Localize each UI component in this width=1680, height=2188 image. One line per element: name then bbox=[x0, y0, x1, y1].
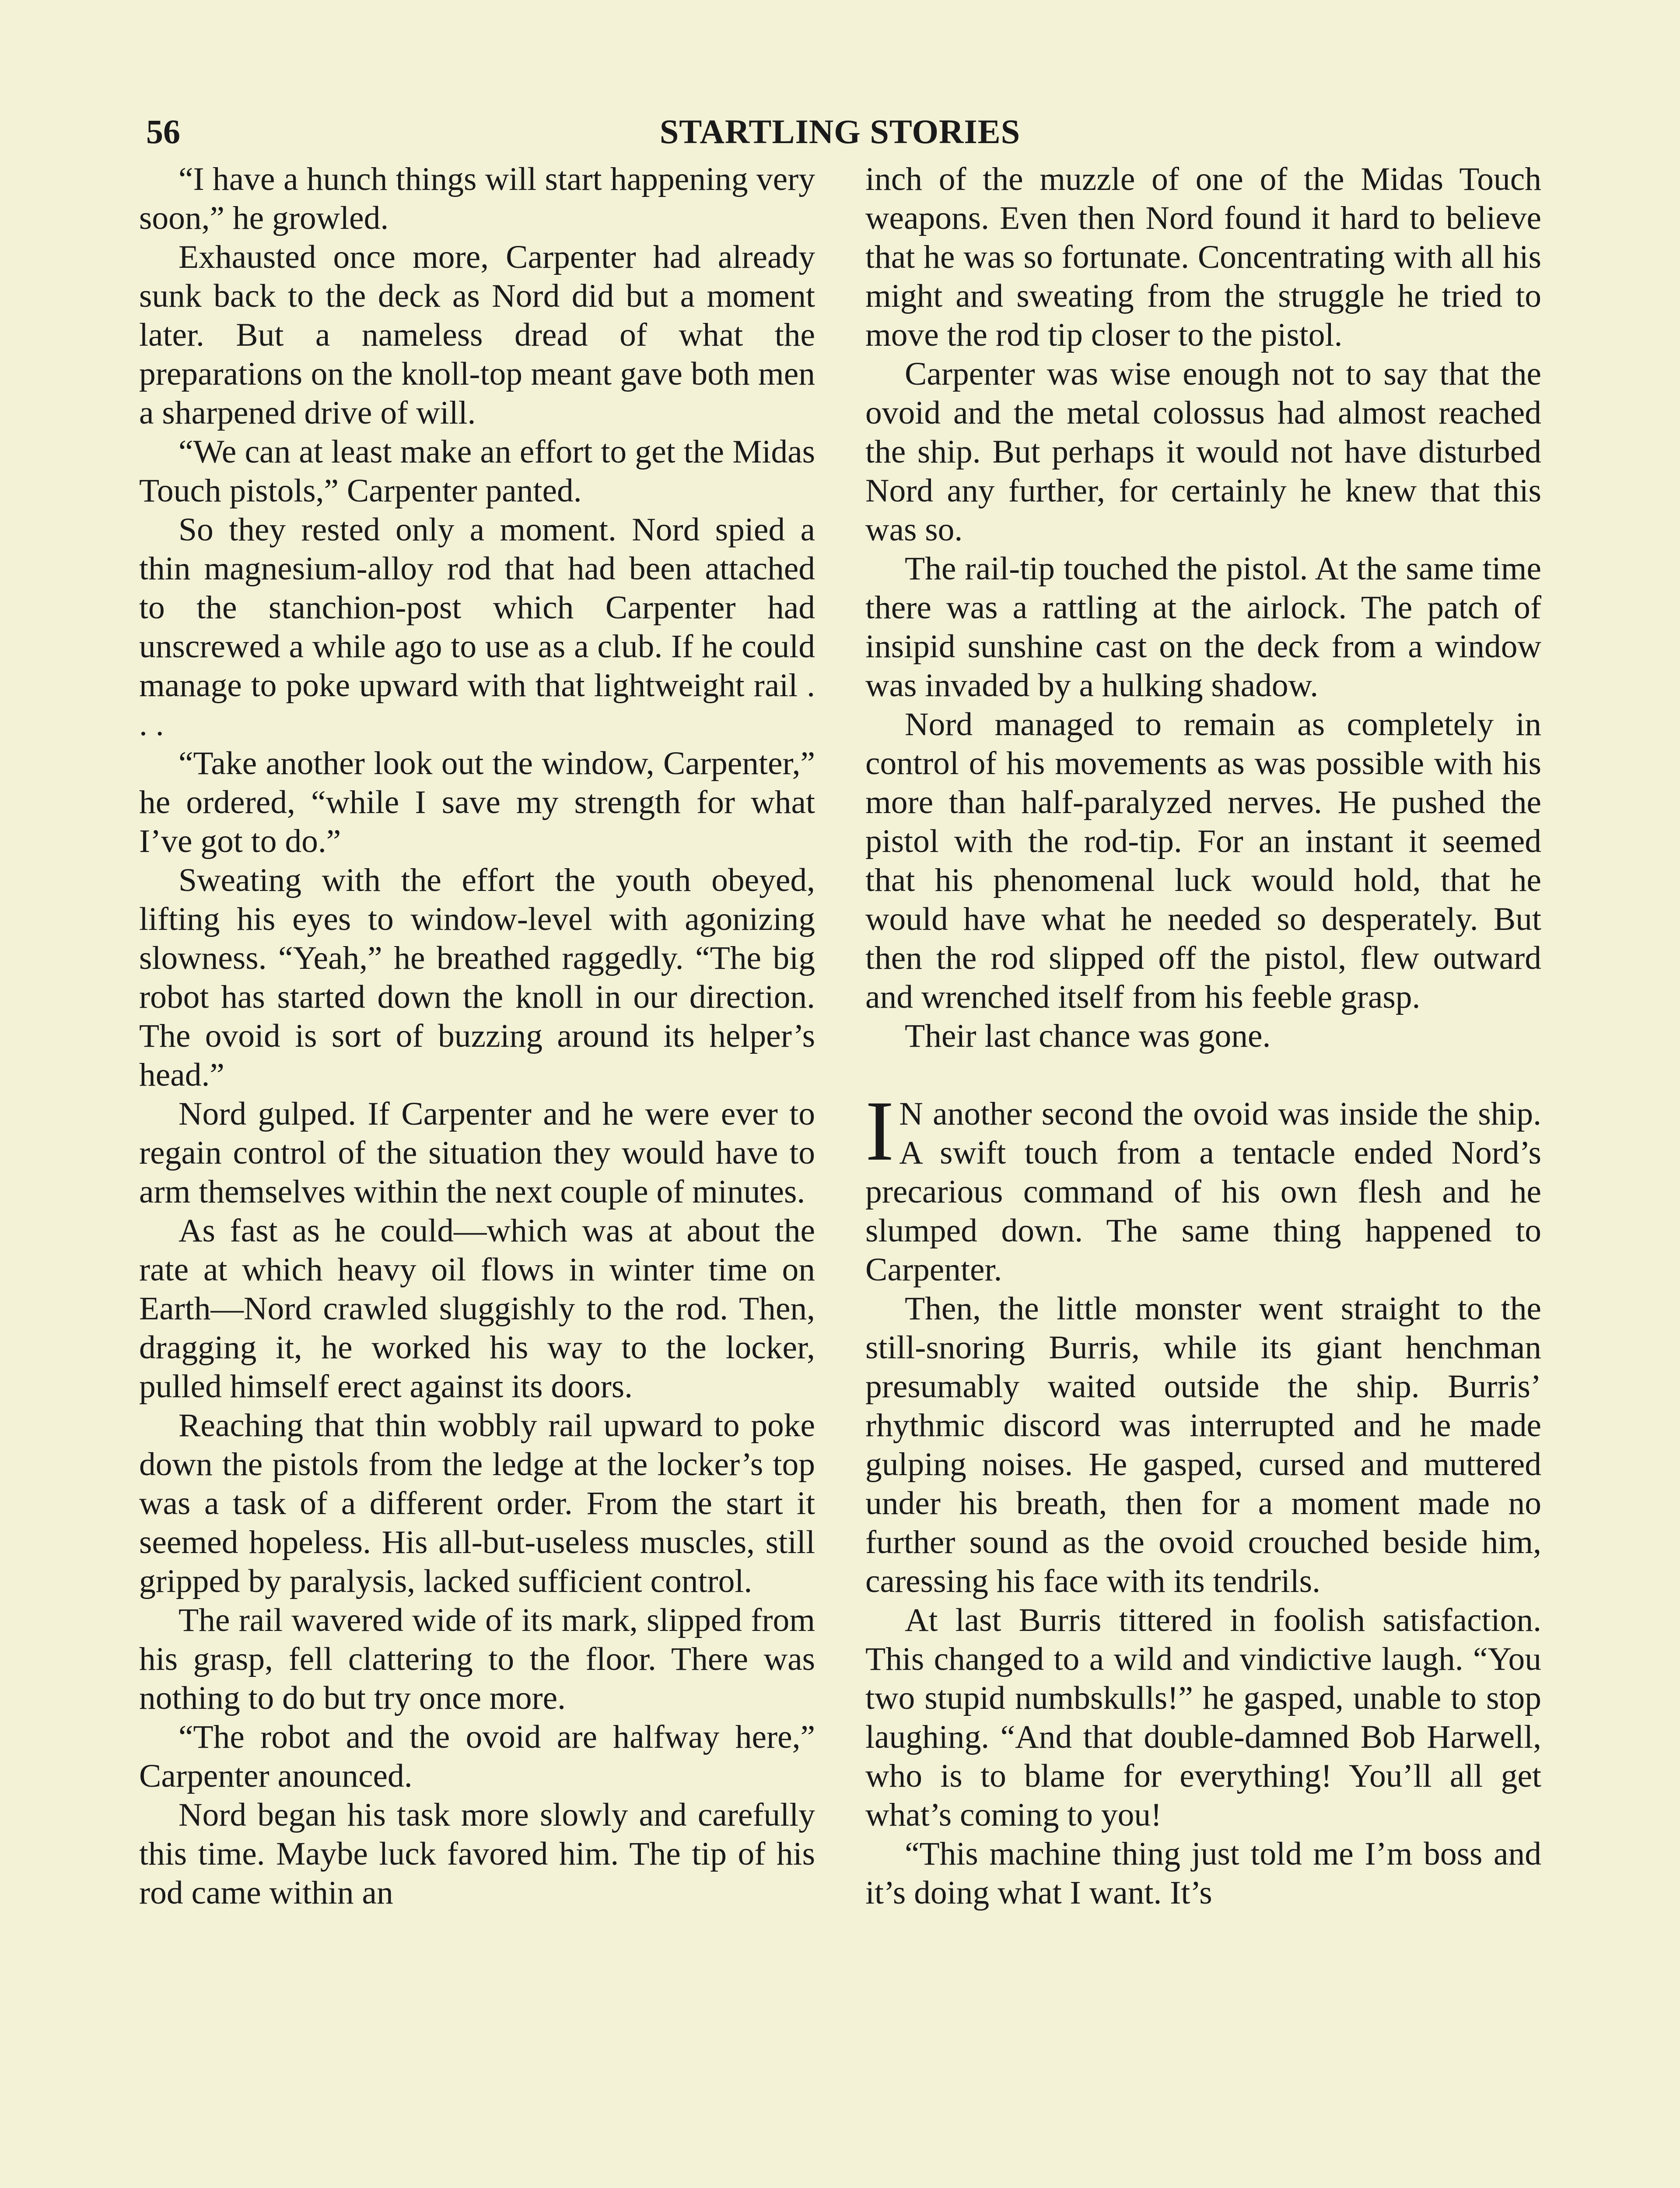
paragraph: At last Burris tittered in foolish satisfaction. This changed to a wild and vindictive laugh. “You two stupid numbskulls!” he gasped, unable to stop laughing. “And that double-damned Bob Harwell, who is to blame for everything! You’ll all get what’s coming to you! bbox=[865, 1602, 1541, 1833]
paragraph: The rail wavered wide of its mark, slipped from his grasp, fell clattering to the floor. There was nothing to do but try once more. bbox=[139, 1602, 815, 1716]
dropcap-paragraph-text: N another second the ovoid was inside the ship. A swift touch from a tentacle ended Nord’s precarious command of his own flesh and he slumped down. The same thing happened to Carpenter. bbox=[865, 1096, 1541, 1288]
paragraph: As fast as he could—which was at about the rate at which heavy oil flows in winter time on Earth—Nord crawled sluggishly to the rod. Then, dragging it, he worked his way to the locker, pulled himself erect against its doors. bbox=[139, 1213, 815, 1405]
paragraph: “The robot and the ovoid are halfway here,” Carpenter anounced. bbox=[139, 1719, 815, 1794]
paragraph: “This machine thing just told me I’m boss and it’s doing what I want. It’s bbox=[865, 1836, 1541, 1911]
section-break bbox=[865, 1055, 1541, 1094]
paragraph: So they rested only a moment. Nord spied a thin magnesium-alloy rod that had been attached to the stanchion-post which Carpenter had unscrewed a while ago to use as a club. If he could manage to poke upward with that lightweight rail . . . bbox=[139, 512, 815, 743]
paragraph: Nord managed to remain as completely in control of his movements as was possible with his more than half-paralyzed nerves. He pushed the pistol with the rod-tip. For an instant it seemed that his phenomenal luck would hold, that he would have what he needed so desperately. But then the rod slipped off the pistol, flew outward and wrenched itself from his feeble grasp. bbox=[865, 706, 1541, 1015]
page-number: 56 bbox=[146, 112, 180, 151]
paragraph: “I have a hunch things will start happening very soon,” he growled. bbox=[139, 161, 815, 236]
dropcap-paragraph bbox=[865, 1083, 1541, 1289]
paragraph: “Take another look out the window, Carpenter,” he ordered, “while I save my strength for what I’ve got to do.” bbox=[139, 745, 815, 859]
paragraph: Nord began his task more slowly and carefully this time. Maybe luck favored him. The tip of his rod came within an bbox=[139, 1797, 815, 1911]
paragraph: Nord gulped. If Carpenter and he were ever to regain control of the situation they would have to arm themselves within the next couple of minutes. bbox=[139, 1096, 815, 1210]
paragraph: Carpenter was wise enough not to say that the ovoid and the metal colossus had almost reached the ship. But perhaps it would not have disturbed Nord any further, for certainly he knew that this was so. bbox=[865, 356, 1541, 548]
paragraph: The rail-tip touched the pistol. At the same time there was a rattling at the airlock. The patch of insipid sunshine cast on the deck from a window was invaded by a hulking shadow. bbox=[865, 551, 1541, 704]
drop-cap-letter: I bbox=[865, 1083, 894, 1178]
continued-paragraph: inch of the muzzle of one of the Midas Touch weapons. Even then Nord found it hard to believe that he was so fortunate. Concentrating with all his might and sweating from the struggle he tried to move the rod tip closer to the pistol. bbox=[865, 161, 1541, 353]
running-head-title: STARTLING STORIES bbox=[659, 112, 1021, 151]
paragraph: Their last chance was gone. bbox=[905, 1018, 1271, 1054]
paragraph: “We can at least make an effort to get the Midas Touch pistols,” Carpenter panted. bbox=[139, 434, 815, 509]
right-column bbox=[865, 160, 1541, 1912]
paragraph: Then, the little monster went straight to the still-snoring Burris, while its giant henchman presumably waited outside the ship. Burris’ rhythmic discord was interrupted and he made gulping noises. He gasped, cursed and muttered under his breath, then for a moment made no further sound as the ovoid crouched beside him, caressing his face with its tendrils. bbox=[865, 1290, 1541, 1599]
left-column bbox=[139, 160, 815, 1912]
paragraph: Exhausted once more, Carpenter had already sunk back to the deck as Nord did but a moment later. But a nameless dread of what the preparations on the knoll-top meant gave both men a sharpened drive of will. bbox=[139, 239, 815, 431]
paragraph: Sweating with the effort the youth obeyed, lifting his eyes to window-level with agonizing slowness. “Yeah,” he breathed raggedly. “The big robot has started down the knoll in our direction. The ovoid is sort of buzzing around its helper’s head.” bbox=[139, 862, 815, 1093]
paragraph: Reaching that thin wobbly rail upward to poke down the pistols from the ledge at the locker’s top was a task of a different order. From the start it seemed hopeless. His all-but-useless muscles, still gripped by paralysis, lacked sufficient control. bbox=[139, 1407, 815, 1599]
